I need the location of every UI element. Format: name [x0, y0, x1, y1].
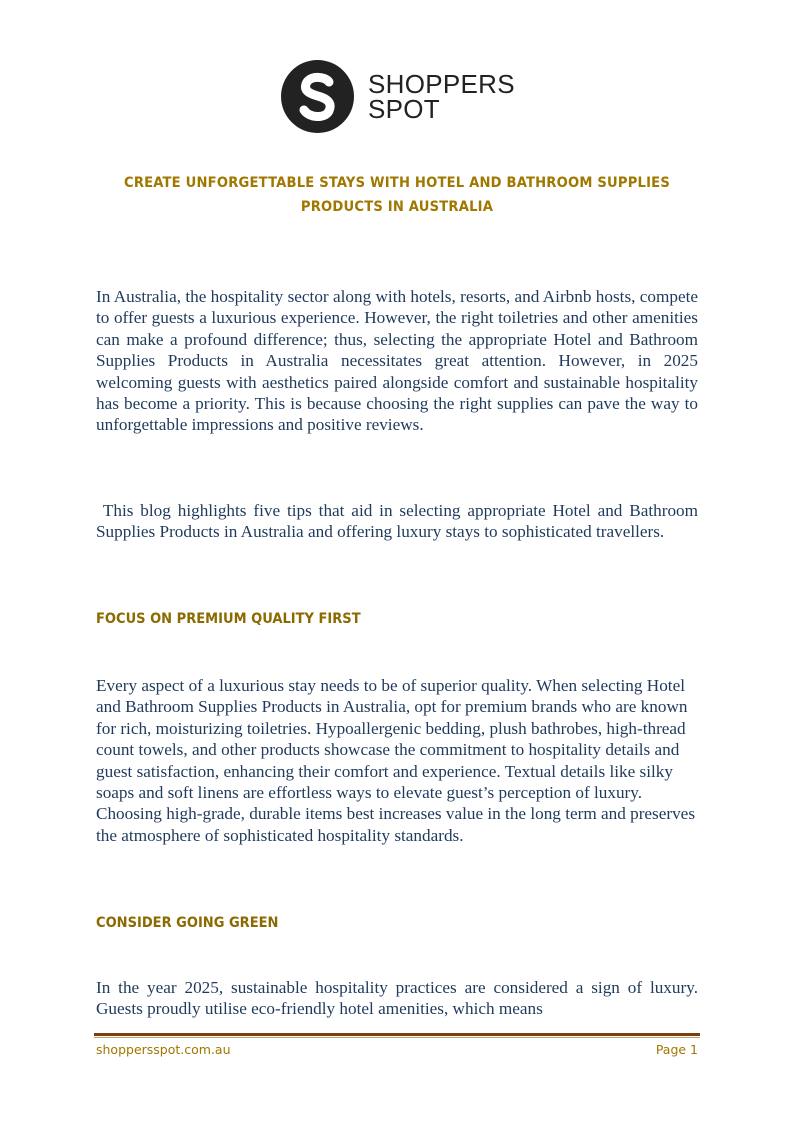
logo-line-2: SPOT — [368, 94, 440, 124]
section-heading-going-green: CONSIDER GOING GREEN — [96, 915, 279, 931]
footer-divider — [94, 1033, 700, 1036]
footer-page-number: Page 1 — [655, 1042, 698, 1057]
section-heading-premium-quality: FOCUS ON PREMIUM QUALITY FIRST — [96, 611, 361, 627]
intro-paragraph: In Australia, the hospitality sector along with hotels, resorts, and Airbnb hosts, compete to offer guests a luxurious experience. However, the right toiletries and other amenities can make a profound difference; thus, selecting the appropriate Hotel and Bathroom Supplies Products in Australia necessitates great attention. However, in 2025 welcoming guests with aesthetics paired alongside comfort and sustainable hospitality has become a priority. This is because choosing the right supplies can pave the way to unforgettable impressions and positive reviews. — [96, 287, 698, 435]
logo-line-1: SHOPPERS — [368, 69, 515, 99]
brand-logo — [281, 60, 521, 134]
logo-s-icon — [281, 60, 354, 133]
section-body-going-green: In the year 2025, sustainable hospitality practices are considered a sign of luxury. Guests proudly utilise eco-friendly hotel amenities, which means — [96, 978, 698, 1019]
footer-divider-thin — [94, 1037, 700, 1038]
page-title: CREATE UNFORGETTABLE STAYS WITH HOTEL AND BATHROOM SUPPLIES PRODUCTS IN AUSTRALIA — [123, 174, 671, 215]
footer-site-url: shoppersspot.com.au — [96, 1042, 231, 1057]
logo-wordmark — [368, 69, 515, 124]
blog-summary-paragraph: This blog highlights five tips that aid in selecting appropriate Hotel and Bathroom Supplies Products in Australia and offering luxury stays to sophisticated travellers. — [96, 501, 703, 542]
section-body-premium-quality: Every aspect of a luxurious stay needs to be of superior quality. When selecting Hotel and Bathroom Supplies Products in Australia, opt for premium brands who are known for rich, moisturizing toiletries. Hypoallergenic bedding, plush bathrobes, high-thread count towels, and other products showcase the commitment to hospitality details and guest satisfaction, enhancing their comfort and experience. Textual details like silky soaps and soft linens are effortless ways to elevate guest’s perception of luxury. Choosing high-grade, durable items best increases value in the long term and preserves the atmosphere of sophisticated hospitality standards. — [96, 676, 696, 845]
